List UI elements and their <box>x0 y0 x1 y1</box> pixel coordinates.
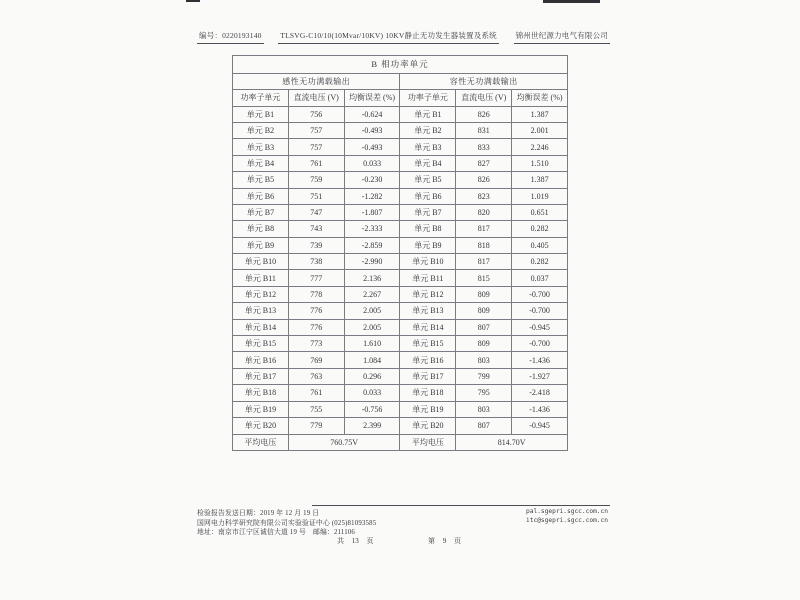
cell-unit: 单元 B8 <box>400 221 456 237</box>
table-row <box>233 122 568 138</box>
cell-unit: 单元 B9 <box>400 237 456 253</box>
cell-inductive-voltage: 755 <box>288 401 344 417</box>
table-row <box>233 352 568 368</box>
cell-unit: 单元 B18 <box>233 385 289 401</box>
cell-capacitive-voltage: 826 <box>456 106 512 122</box>
scan-artifact <box>186 0 200 2</box>
cell-unit: 单元 B9 <box>233 237 289 253</box>
table-row <box>233 254 568 270</box>
table-row <box>233 188 568 204</box>
cell-unit: 单元 B7 <box>400 204 456 220</box>
table-head-rows <box>233 56 568 107</box>
table-row <box>233 368 568 384</box>
cell-inductive-error: 1.084 <box>344 352 400 368</box>
cell-unit: 单元 B19 <box>400 401 456 417</box>
cell-capacitive-error: -1.927 <box>512 368 568 384</box>
cell-capacitive-voltage: 817 <box>456 221 512 237</box>
cell-capacitive-voltage: 807 <box>456 417 512 434</box>
cell-unit: 单元 B15 <box>233 336 289 352</box>
cell-unit: 单元 B3 <box>233 139 289 155</box>
cell-unit: 单元 B6 <box>233 188 289 204</box>
footer-contact-block <box>485 507 608 525</box>
cell-inductive-error: -0.230 <box>344 172 400 188</box>
cell-capacitive-voltage: 803 <box>456 352 512 368</box>
cell-capacitive-error: -0.700 <box>512 286 568 302</box>
table-row <box>233 221 568 237</box>
section-capacitive-output: 容性无功满载输出 <box>400 73 568 89</box>
cell-unit: 单元 B13 <box>400 303 456 319</box>
cell-inductive-error: 2.136 <box>344 270 400 286</box>
cell-inductive-error: -0.756 <box>344 401 400 417</box>
total-pages: 共 13 页 <box>337 537 374 545</box>
cell-inductive-error: 2.267 <box>344 286 400 302</box>
table-row <box>233 204 568 220</box>
cell-inductive-voltage: 757 <box>288 122 344 138</box>
cell-unit: 单元 B10 <box>400 254 456 270</box>
cell-capacitive-error: -0.700 <box>512 336 568 352</box>
col-header-unit: 功率子单元 <box>233 90 289 106</box>
footer-divider <box>312 505 610 506</box>
current-page: 第 9 页 <box>428 537 461 545</box>
cell-capacitive-voltage: 799 <box>456 368 512 384</box>
cell-unit: 单元 B8 <box>233 221 289 237</box>
cell-capacitive-voltage: 809 <box>456 336 512 352</box>
cell-unit: 单元 B5 <box>400 172 456 188</box>
cell-inductive-error: 2.005 <box>344 319 400 335</box>
cell-capacitive-error: 0.651 <box>512 204 568 220</box>
cell-unit: 单元 B14 <box>233 319 289 335</box>
cell-inductive-voltage: 751 <box>288 188 344 204</box>
cell-inductive-error: 1.610 <box>344 336 400 352</box>
cell-capacitive-error: 0.037 <box>512 270 568 286</box>
col-header-unit: 功率子单元 <box>400 90 456 106</box>
cell-unit: 单元 B17 <box>400 368 456 384</box>
cell-unit: 单元 B2 <box>400 122 456 138</box>
cell-capacitive-voltage: 795 <box>456 385 512 401</box>
pagination-line <box>0 536 800 546</box>
footer-info-block <box>197 509 497 538</box>
table-row <box>233 336 568 352</box>
cell-capacitive-voltage: 817 <box>456 254 512 270</box>
cell-capacitive-voltage: 833 <box>456 139 512 155</box>
table-row <box>233 155 568 171</box>
cell-inductive-voltage: 743 <box>288 221 344 237</box>
cell-capacitive-voltage: 803 <box>456 401 512 417</box>
table-row <box>233 303 568 319</box>
cell-unit: 单元 B20 <box>233 417 289 434</box>
cell-capacitive-voltage: 815 <box>456 270 512 286</box>
cell-unit: 单元 B1 <box>400 106 456 122</box>
cell-unit: 单元 B4 <box>233 155 289 171</box>
cell-capacitive-error: -1.436 <box>512 401 568 417</box>
table-row <box>233 139 568 155</box>
cell-unit: 单元 B6 <box>400 188 456 204</box>
cell-capacitive-error: 0.282 <box>512 221 568 237</box>
table-footer-rows <box>233 434 568 450</box>
column-header-row <box>233 90 568 106</box>
issuing-organization: 国网电力科学研究院有限公司实验验证中心 (025)81093585 <box>197 519 377 527</box>
cell-inductive-voltage: 738 <box>288 254 344 270</box>
report-number: 编号：0220193140 <box>197 31 264 44</box>
avg-inductive-value: 760.75V <box>288 434 400 450</box>
cell-inductive-voltage: 773 <box>288 336 344 352</box>
cell-unit: 单元 B7 <box>233 204 289 220</box>
table-row <box>233 417 568 434</box>
cell-inductive-voltage: 759 <box>288 172 344 188</box>
cell-inductive-voltage: 739 <box>288 237 344 253</box>
cell-capacitive-error: -1.436 <box>512 352 568 368</box>
section-header-row <box>233 73 568 89</box>
cell-capacitive-error: 2.246 <box>512 139 568 155</box>
cell-inductive-error: -0.493 <box>344 139 400 155</box>
col-header-balance-error: 均衡误差 (%) <box>512 90 568 106</box>
table-title: B 相功率单元 <box>233 56 568 74</box>
cell-inductive-error: -0.493 <box>344 122 400 138</box>
cell-inductive-voltage: 763 <box>288 368 344 384</box>
organization-address: 地址：南京市江宁区诚信大道 19 号 邮编：211106 <box>197 529 356 536</box>
cell-capacitive-error: 1.019 <box>512 188 568 204</box>
cell-inductive-error: 2.005 <box>344 303 400 319</box>
cell-unit: 单元 B11 <box>233 270 289 286</box>
cell-inductive-error: -2.859 <box>344 237 400 253</box>
avg-capacitive-value: 814.70V <box>456 434 568 450</box>
table-row <box>233 237 568 253</box>
table-data-rows <box>233 106 568 434</box>
cell-unit: 单元 B18 <box>400 385 456 401</box>
cell-inductive-voltage: 776 <box>288 319 344 335</box>
cell-capacitive-error: 0.405 <box>512 237 568 253</box>
cell-capacitive-voltage: 807 <box>456 319 512 335</box>
cell-unit: 单元 B13 <box>233 303 289 319</box>
table-row <box>233 401 568 417</box>
cell-capacitive-error: -0.945 <box>512 319 568 335</box>
cell-inductive-error: -2.333 <box>344 221 400 237</box>
table-row <box>233 270 568 286</box>
table-row <box>233 172 568 188</box>
cell-inductive-voltage: 761 <box>288 155 344 171</box>
section-inductive-output: 感性无功满载输出 <box>233 73 400 89</box>
page-header <box>197 31 610 44</box>
cell-inductive-voltage: 747 <box>288 204 344 220</box>
cell-capacitive-voltage: 818 <box>456 237 512 253</box>
company-name: 锦州世纪源力电气有限公司 <box>514 31 610 44</box>
cell-capacitive-voltage: 823 <box>456 188 512 204</box>
cell-unit: 单元 B4 <box>400 155 456 171</box>
avg-label: 平均电压 <box>233 434 289 450</box>
cell-inductive-voltage: 777 <box>288 270 344 286</box>
average-voltage-row <box>233 434 568 450</box>
cell-capacitive-error: -0.700 <box>512 303 568 319</box>
cell-unit: 单元 B12 <box>233 286 289 302</box>
avg-label: 平均电压 <box>400 434 456 450</box>
cell-unit: 单元 B11 <box>400 270 456 286</box>
cell-unit: 单元 B14 <box>400 319 456 335</box>
cell-inductive-error: 0.296 <box>344 368 400 384</box>
cell-inductive-error: 0.033 <box>344 385 400 401</box>
cell-unit: 单元 B3 <box>400 139 456 155</box>
col-header-dc-voltage: 直流电压 (V) <box>288 90 344 106</box>
cell-inductive-error: -0.624 <box>344 106 400 122</box>
cell-capacitive-error: 0.282 <box>512 254 568 270</box>
contact-email: itc@sgepri.sgcc.com.cn <box>526 517 608 524</box>
cell-inductive-voltage: 776 <box>288 303 344 319</box>
device-title: TLSVG-C10/10(10Mvar/10KV) 10KV静止无功发生器装置及系统 <box>278 31 499 44</box>
cell-unit: 单元 B17 <box>233 368 289 384</box>
cell-unit: 单元 B19 <box>233 401 289 417</box>
cell-inductive-voltage: 769 <box>288 352 344 368</box>
cell-capacitive-error: -0.945 <box>512 417 568 434</box>
cell-inductive-error: -1.807 <box>344 204 400 220</box>
cell-capacitive-voltage: 827 <box>456 155 512 171</box>
cell-capacitive-error: 2.001 <box>512 122 568 138</box>
cell-capacitive-voltage: 809 <box>456 286 512 302</box>
cell-inductive-error: 0.033 <box>344 155 400 171</box>
cell-capacitive-error: 1.387 <box>512 106 568 122</box>
table-title-row <box>233 56 568 74</box>
cell-unit: 单元 B16 <box>400 352 456 368</box>
cell-unit: 单元 B15 <box>400 336 456 352</box>
cell-unit: 单元 B20 <box>400 417 456 434</box>
cell-capacitive-voltage: 820 <box>456 204 512 220</box>
cell-capacitive-voltage: 809 <box>456 303 512 319</box>
cell-inductive-voltage: 778 <box>288 286 344 302</box>
table-row <box>233 106 568 122</box>
col-header-balance-error: 均衡误差 (%) <box>344 90 400 106</box>
scan-artifact <box>543 0 600 3</box>
cell-inductive-voltage: 761 <box>288 385 344 401</box>
phase-b-power-unit-table <box>232 55 568 451</box>
cell-unit: 单元 B5 <box>233 172 289 188</box>
cell-unit: 单元 B16 <box>233 352 289 368</box>
cell-inductive-voltage: 779 <box>288 417 344 434</box>
cell-capacitive-voltage: 826 <box>456 172 512 188</box>
cell-capacitive-voltage: 831 <box>456 122 512 138</box>
table-row <box>233 385 568 401</box>
cell-inductive-error: -1.282 <box>344 188 400 204</box>
cell-inductive-error: -2.990 <box>344 254 400 270</box>
cell-capacitive-error: 1.387 <box>512 172 568 188</box>
cell-capacitive-error: -2.418 <box>512 385 568 401</box>
report-sent-date: 检验报告发送日期：2019 年 12 月 19 日 <box>197 510 320 517</box>
contact-website: pal.sgepri.sgcc.com.cn <box>526 508 608 515</box>
cell-unit: 单元 B12 <box>400 286 456 302</box>
cell-unit: 单元 B10 <box>233 254 289 270</box>
table-row <box>233 286 568 302</box>
cell-inductive-voltage: 757 <box>288 139 344 155</box>
table-row <box>233 319 568 335</box>
cell-capacitive-error: 1.510 <box>512 155 568 171</box>
cell-inductive-voltage: 756 <box>288 106 344 122</box>
cell-inductive-error: 2.399 <box>344 417 400 434</box>
col-header-dc-voltage: 直流电压 (V) <box>456 90 512 106</box>
cell-unit: 单元 B2 <box>233 122 289 138</box>
cell-unit: 单元 B1 <box>233 106 289 122</box>
